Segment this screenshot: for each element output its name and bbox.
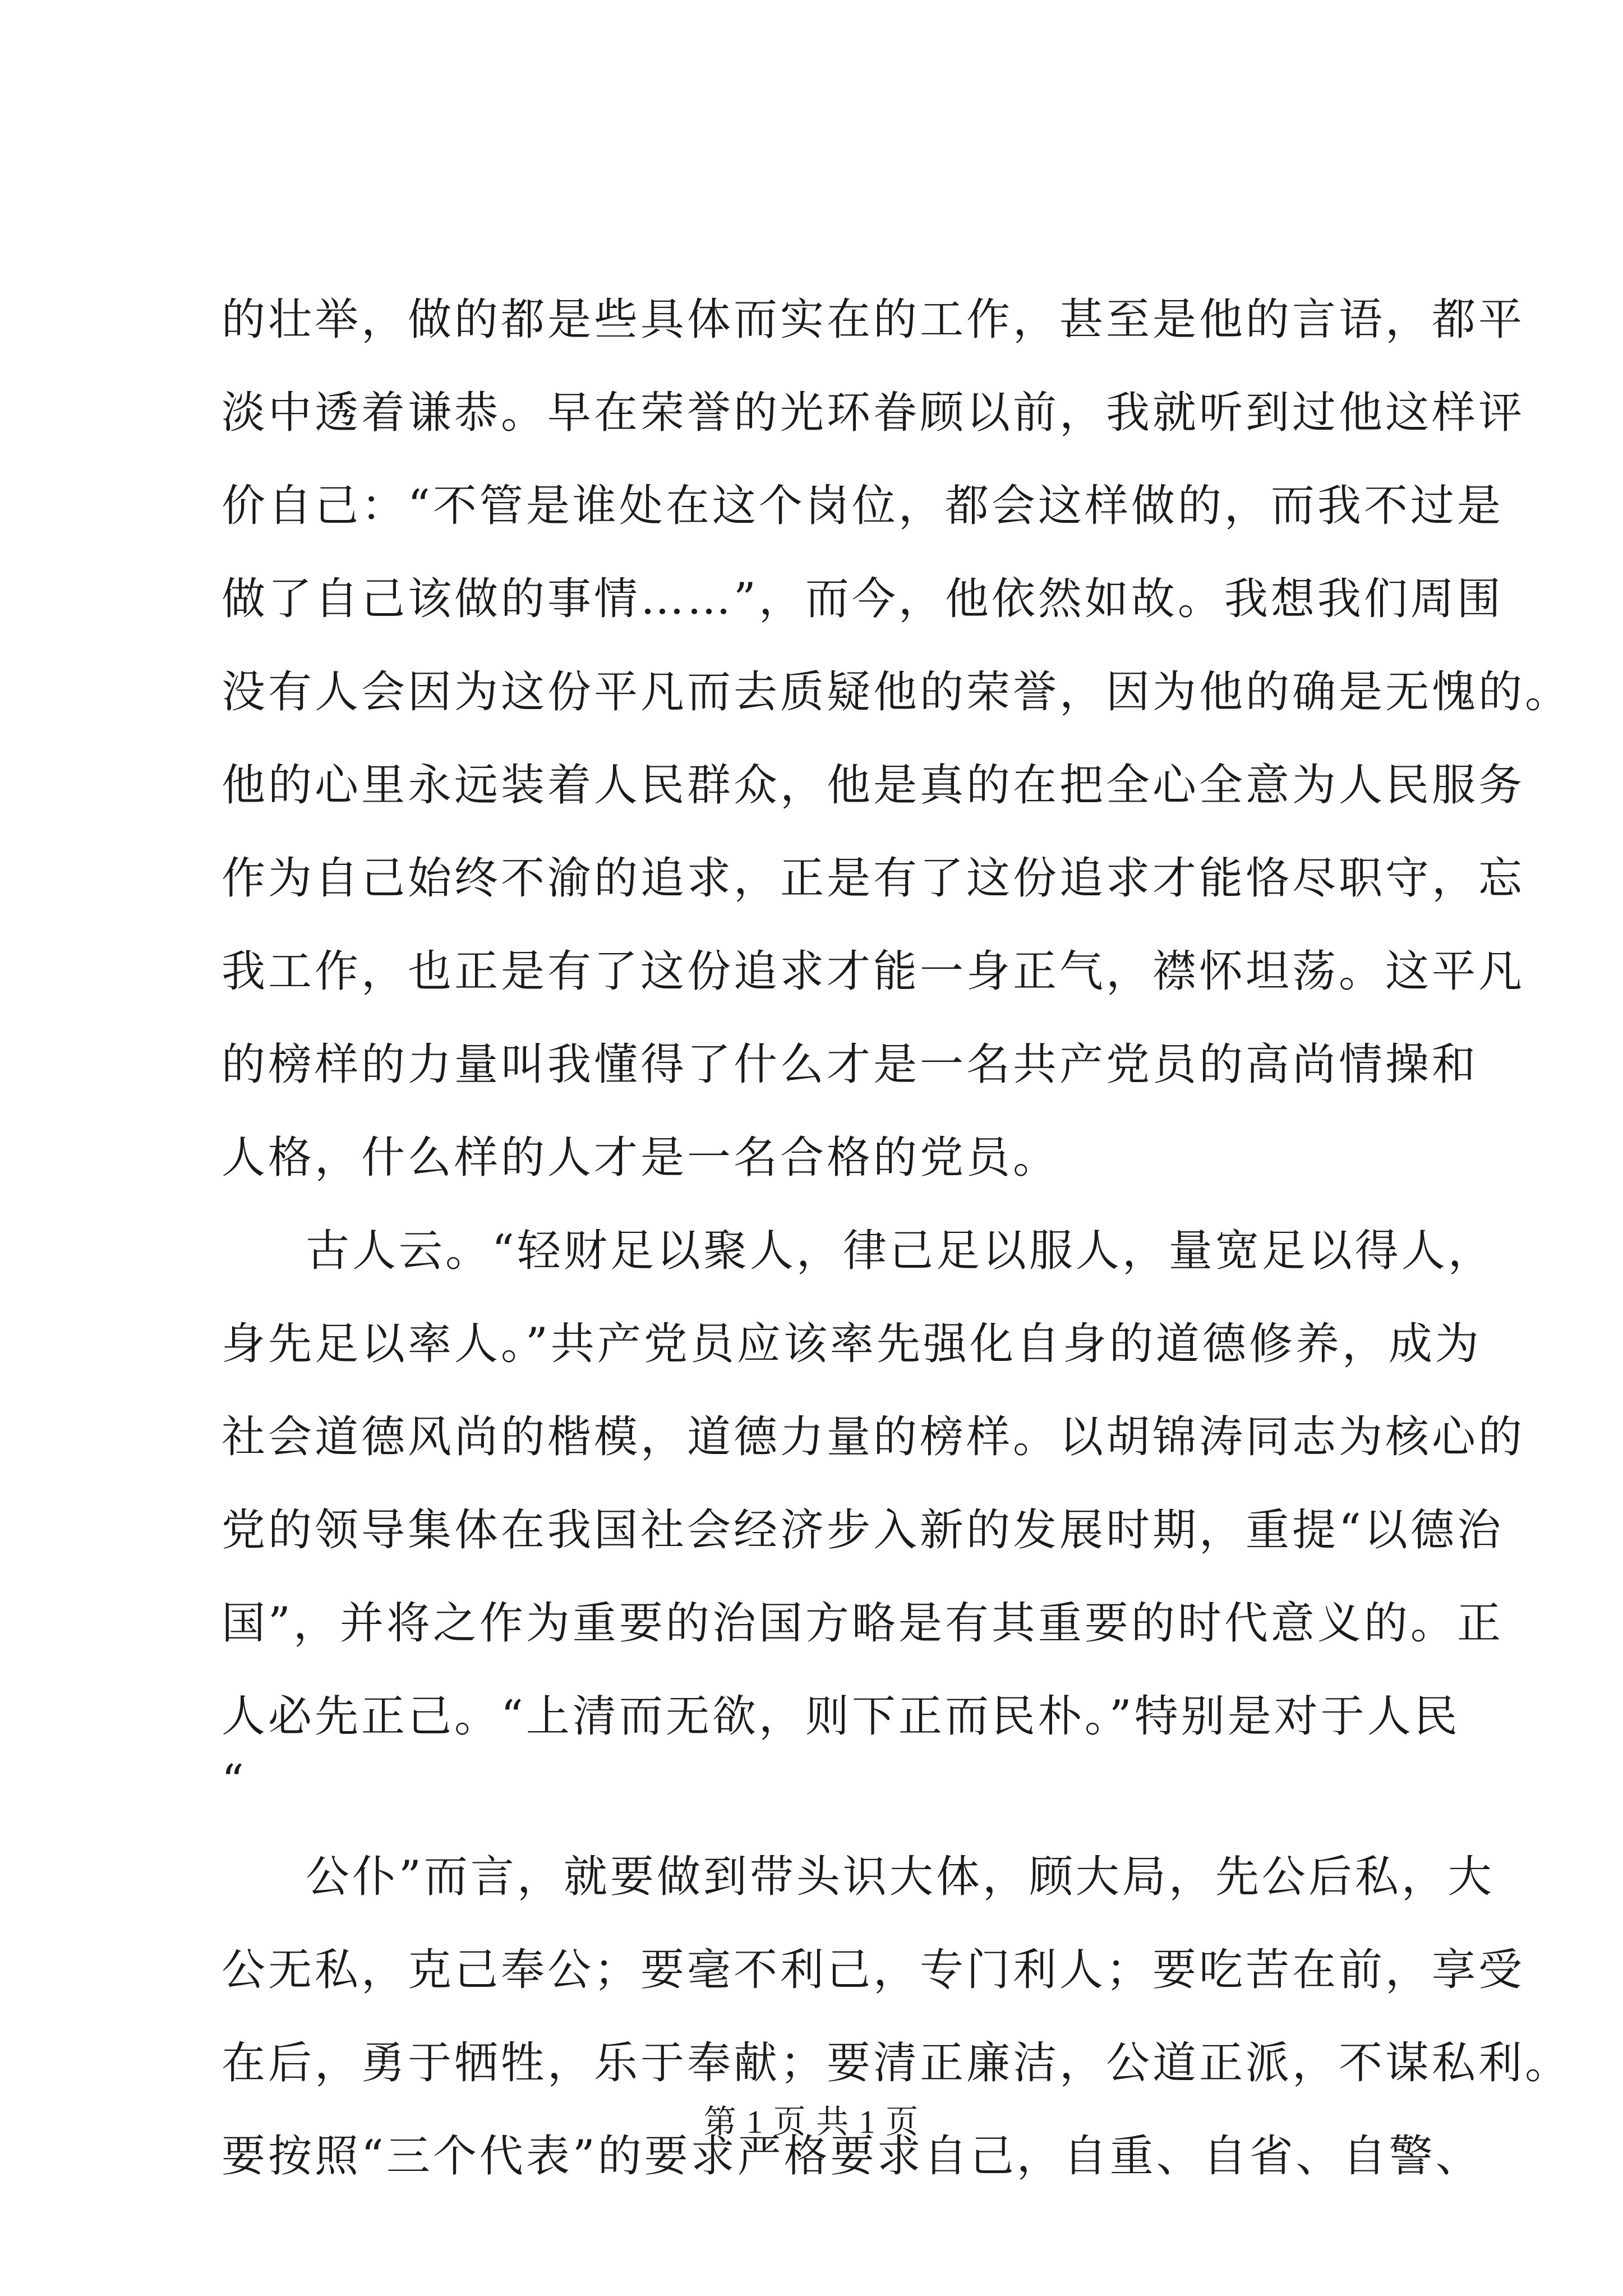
paragraph-line: 我工作，也正是有了这份追求才能一身正气，襟怀坦荡。这平凡 <box>222 946 1525 997</box>
paragraph-line: 在后，勇于牺牲，乐于奉献；要清正廉洁，公道正派，不谋私利。 <box>222 2038 1572 2088</box>
paragraph-line: 他的心里永远装着人民群众，他是真的在把全心全意为人民服务 <box>222 760 1525 811</box>
paragraph-line: 公无私，克己奉公；要毫不利己，专门利人；要吃苦在前，享受 <box>222 1945 1525 1995</box>
paragraph-line: 的榜样的力量叫我懂得了什么才是一名共产党员的高尚情操和 <box>222 1039 1479 1090</box>
paragraph-line: 人必先正己。“上清而无欲，则下正而民朴。”特别是对于人民 <box>222 1691 1460 1742</box>
paragraph-line: 身先足以率人。”共产党员应该率先强化自身的道德修养，成为 <box>222 1319 1482 1369</box>
paragraph-line: 的壮举，做的都是些具体而实在的工作，甚至是他的言语，都平 <box>222 295 1525 345</box>
paragraph-line: 人格，什么样的人才是一名合格的党员。 <box>222 1133 1060 1183</box>
paragraph-line: 价自己：“不管是谁处在这个岗位，都会这样做的，而我不过是 <box>222 481 1504 531</box>
paragraph-line: 作为自己始终不渝的追求，正是有了这份追求才能恪尽职守，忘 <box>222 853 1525 904</box>
paragraph-line: 要按照“三个代表”的要求严格要求自己，自重、自省、自警、 <box>222 2131 1482 2182</box>
paragraph-line: 公仆”而言，就要做到带头识大体，顾大局，先公后私，大 <box>306 1852 1495 1902</box>
paragraph-line: 没有人会因为这份平凡而去质疑他的荣誉，因为他的确是无愧的。 <box>222 667 1572 717</box>
paragraph-line: 国”，并将之作为重要的治国方略是有其重要的时代意义的。正 <box>222 1598 1504 1649</box>
paragraph-line: 淡中透着谦恭。早在荣誉的光环眷顾以前，我就听到过他这样评 <box>222 388 1525 438</box>
paragraph-line: 古人云。“轻财足以聚人，律己足以服人，量宽足以得人， <box>306 1226 1495 1276</box>
paragraph-line: 社会道德风尚的楷模，道德力量的榜样。以胡锦涛同志为核心的 <box>222 1412 1525 1462</box>
paragraph-line: 党的领导集体在我国社会经济步入新的发展时期，重提“以德治 <box>222 1505 1504 1556</box>
paragraph-line: “ <box>222 1756 247 1806</box>
paragraph-line: 做了自己该做的事情……”，而今，他依然如故。我想我们周围 <box>222 574 1504 624</box>
page-number-footer: 第 1 页 共 1 页 <box>703 2104 920 2140</box>
